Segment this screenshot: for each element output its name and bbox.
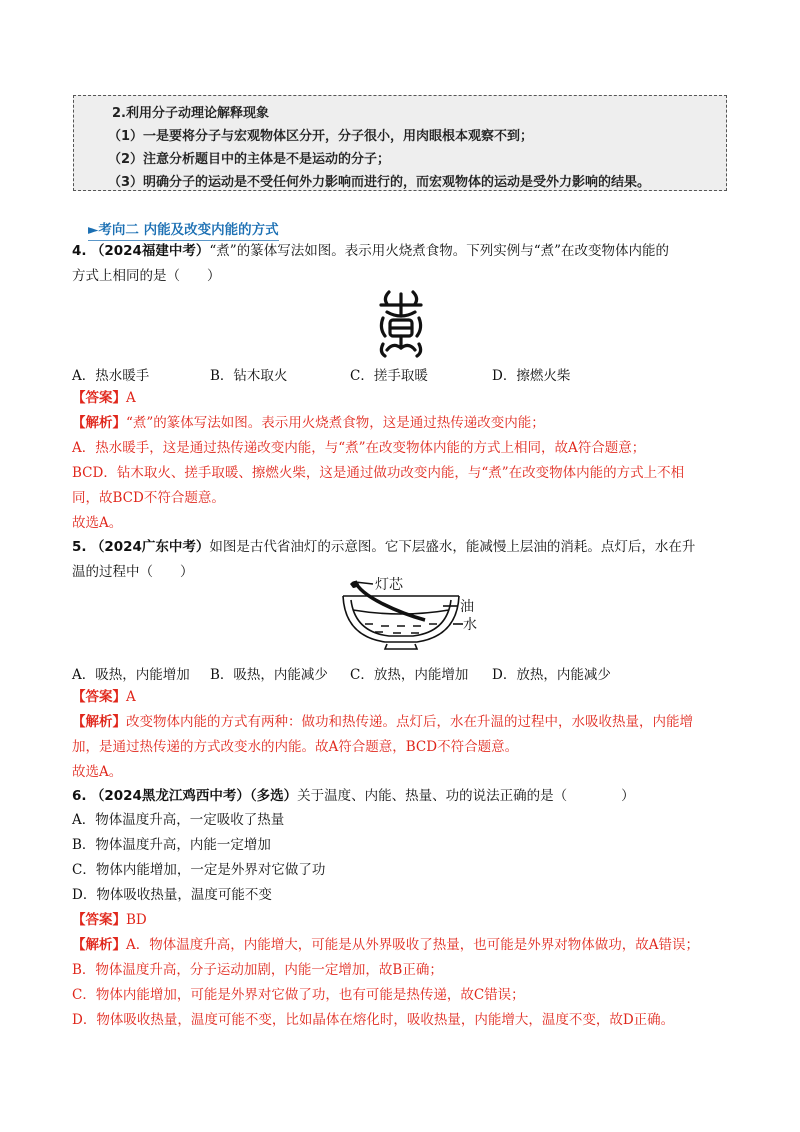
q4-option-c: C．搓手取暖 [350, 368, 428, 384]
box-item: （2）注意分析题目中的主体是不是运动的分子； [108, 152, 391, 167]
answer-tag: 【答案】 [72, 390, 126, 406]
q4-analysis-line [72, 414, 545, 432]
q4-stem-text: “煮”的篆体写法如图。表示用火烧煮食物。下列实例与“煮”在改变物体内能的 [209, 243, 670, 259]
q6-analysis-line: C．物体内能增加，可能是外界对它做了功，也有可能是热传递，故C错误； [72, 987, 525, 1003]
q4-option-b: B．钻木取火 [210, 368, 288, 384]
lamp-label-wick: 灯芯 [375, 577, 403, 593]
answer-value: BD [126, 912, 147, 928]
q5-option-d: D．放热，内能减少 [492, 667, 611, 683]
q6-analysis-line [72, 936, 699, 954]
box-title: 2.利用分子动理论解释现象 [112, 106, 269, 121]
q4-stem-line1 [72, 242, 669, 260]
q5-option-a: A．吸热，内能增加 [72, 667, 190, 683]
q6-stem-text: 关于温度、内能、热量、功的说法正确的是（ ） [297, 788, 635, 804]
lamp-label-water: 水 [463, 617, 477, 633]
box-item: （3）明确分子的运动是不受任何外力影响而进行的，而宏观物体的运动是受外力影响的结果。 [108, 175, 651, 190]
q6-option-a: A．物体温度升高，一定吸收了热量 [72, 812, 285, 828]
q4-analysis-line: BCD．钻木取火、搓手取暖、擦燃火柴，这是通过做功改变内能，与“煮”在改变物体内能的方式上不相 [72, 465, 685, 481]
analysis-text: A．物体温度升高，内能增大，可能是从外界吸收了热量，也可能是外界对物体做功，故A错误； [126, 937, 699, 953]
q4-analysis-line: A．热水暖手，这是通过热传递改变内能，与“煮”在改变物体内能的方式上相同，故A符合题意； [72, 440, 646, 456]
analysis-tag: 【解析】 [72, 415, 126, 431]
q5-option-b: B．吸热，内能减少 [210, 667, 328, 683]
q5-source: （2024广东中考） [90, 539, 210, 555]
answer-tag: 【答案】 [72, 912, 126, 928]
q6-option-c: C．物体内能增加，一定是外界对它做了功 [72, 862, 326, 878]
q5-analysis-line [72, 713, 693, 731]
q5-analysis-line: 加，是通过热传递的方式改变水的内能。故A符合题意，BCD不符合题意。 [72, 739, 519, 755]
q4-answer [72, 389, 136, 407]
q4-number: 4. [72, 243, 87, 259]
q4-analysis-line: 故选A。 [72, 515, 123, 531]
answer-tag: 【答案】 [72, 689, 126, 705]
q4-option-a: A．热水暖手 [72, 368, 150, 384]
box-item: （1）一是要将分子与宏观物体区分开，分子很小，用肉眼根本观察不到； [108, 129, 534, 144]
answer-value: A [126, 689, 136, 705]
q6-source: （2024黑龙江鸡西中考）（多选） [90, 788, 298, 804]
analysis-tag: 【解析】 [72, 937, 126, 953]
q6-analysis-line: B．物体温度升高，分子运动加剧，内能一定增加，故B正确； [72, 962, 443, 978]
q4-stem-line2: 方式上相同的是（ ） [72, 268, 221, 284]
q6-analysis-line: D．物体吸收热量，温度可能不变，比如晶体在熔化时，吸收热量，内能增大，温度不变，故D正确。 [72, 1012, 675, 1028]
analysis-text: “煮”的篆体写法如图。表示用火烧煮食物，这是通过热传递改变内能； [126, 415, 545, 431]
q5-stem-line2: 温的过程中（ ） [72, 564, 194, 580]
q5-stem-text: 如图是古代省油灯的示意图。它下层盛水，能减慢上层油的消耗。点灯后，水在升 [209, 539, 696, 555]
section-heading: ►考向二 内能及改变内能的方式 [88, 218, 279, 241]
q5-analysis-line: 故选A。 [72, 764, 123, 780]
q6-answer [72, 911, 147, 929]
q5-number: 5. [72, 539, 87, 555]
q5-stem-line1 [72, 538, 695, 556]
answer-value: A [126, 390, 136, 406]
zhu-seal-character-figure [375, 288, 427, 358]
q6-stem [72, 787, 635, 805]
q4-option-d: D．擦燃火柴 [492, 368, 571, 384]
q5-option-c: C．放热，内能增加 [350, 667, 469, 683]
oil-lamp-figure [335, 578, 485, 653]
q5-answer [72, 688, 136, 706]
analysis-text: 改变物体内能的方式有两种：做功和热传递。点灯后，水在升温的过程中，水吸收热量，内能增 [126, 714, 693, 730]
q6-number: 6. [72, 788, 87, 804]
analysis-tag: 【解析】 [72, 714, 126, 730]
q6-option-d: D．物体吸收热量，温度可能不变 [72, 887, 272, 903]
q6-option-b: B．物体温度升高，内能一定增加 [72, 837, 271, 853]
q4-analysis-line: 同，故BCD不符合题意。 [72, 490, 225, 506]
q4-source: （2024福建中考） [90, 243, 210, 259]
summary-box [73, 95, 727, 191]
lamp-label-oil: 油 [460, 599, 474, 615]
